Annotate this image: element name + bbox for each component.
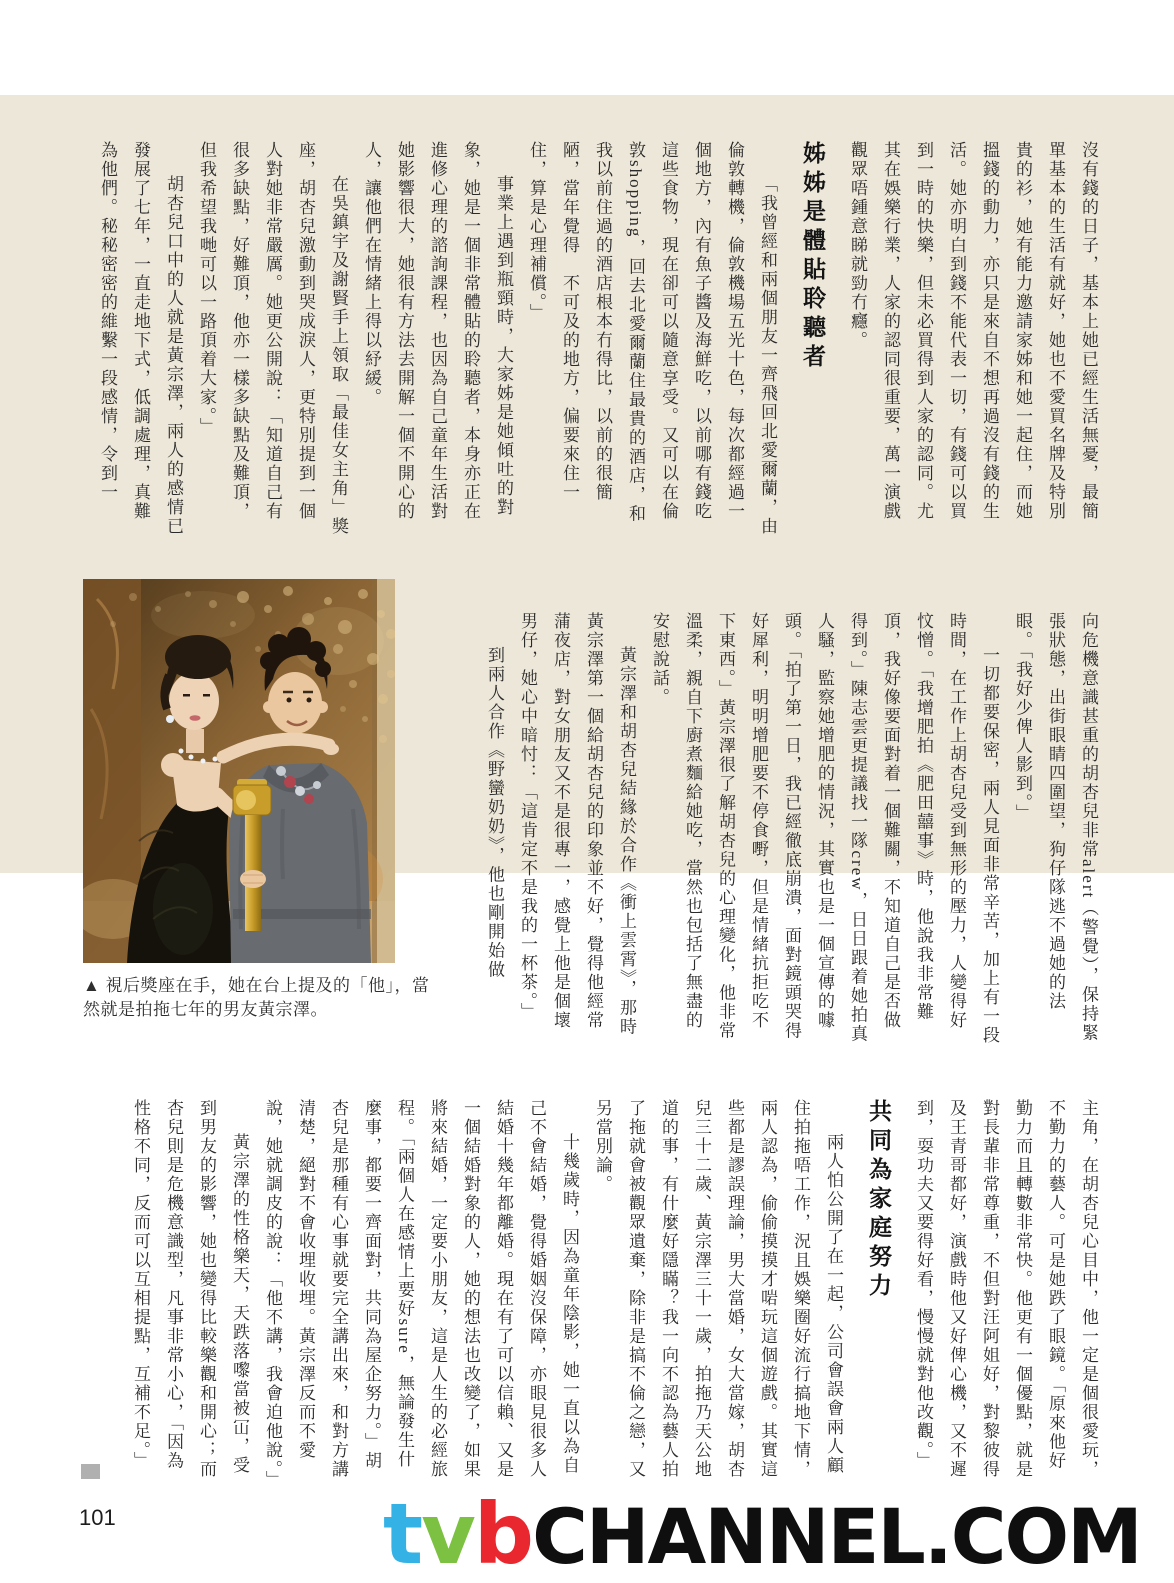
paragraph: 事業上遇到瓶頸時，大家姊是她傾吐的對象，她是一個非常體貼的聆聽者，本身亦正在進修心理的諮詢課程，也因為自己童年生活對她影響很大，她很有方法去開解一個不開心的人，讓他們在情緒上得以紓緩。 xyxy=(362,141,513,521)
paragraph: 兩人怕公開了在一起，公司會誤會兩人顧住拍拖唔工作，況且娛樂圈好流行搞地下情，兩人認為，偷偷摸摸才啱玩這個遊戲。其實這些都是謬誤理論，男大當婚，女大當嫁，胡杏兒三十二歲、黃宗澤三十一歲，拍拖乃天公地道的事，有什麼好隱瞞？我一向不認為藝人拍了拖就會被觀眾遺棄，除非是搞不倫之戀，又另當別論。 xyxy=(593,1099,843,1479)
award-photo xyxy=(83,579,395,963)
watermark-letter-t: t xyxy=(383,1485,422,1583)
paragraph: 沒有錢的日子，基本上她已經生活無憂，最簡單基本的生活有就好，她也不愛買名牌及特別貴的衫，她有能力邀請家姊和她一起住，而她搵錢的動力，亦只是來自不想再過沒有錢的生活。她亦明白到錢不能代表一切，有錢可以買到一時的快樂，但未必買得到人家的認同。尤其在娛樂行業，人家的認同很重要，萬一演戲觀眾唔鍾意睇就勁冇癮。 xyxy=(848,141,1098,521)
paragraph: 向危機意識甚重的胡杏兒非常alert（警覺），保持緊張狀態，出街眼睛四圍望，狗仔隊逃不過她的法眼。「我好少俾人影到。」 xyxy=(1013,612,1098,1043)
paragraph: 在吳鎮宇及謝賢手上領取「最佳女主角」獎座，胡杏兒激動到哭成淚人，更特別提到一個人對她非常嚴厲。她更公開說：「知道自己有很多缺點，好難頂，他亦一樣多缺點及難頂，但我希望我哋可以一路頂着大家。」 xyxy=(197,141,348,536)
article-middle-block xyxy=(478,612,1105,1046)
paragraph: 一切都要保密，兩人見面非常辛苦，加上有一段時間，在工作上胡杏兒受到無形的壓力，人變得好忟憎。「我增肥拍《肥田囍事》時，他說我非常難頂，我好像要面對着一個難關，不知道自己是否做得到。」陳志雲更提議找一隊crew，日日跟着她拍真人騷，監察她增肥的情況，其實也是一個宣傳的噱頭。「拍了第一日，我已經徹底崩潰，面對鏡頭哭得好犀利，明明增肥要不停食嘢，但是情緒抗拒吃不下東西。」黃宗澤很了解胡杏兒的心理變化，他非常溫柔，親自下廚煮麵給她吃，當然也包括了無盡的安慰說話。 xyxy=(650,612,999,1045)
watermark-channel-com: CHANNEL.COM xyxy=(532,1492,1141,1581)
paragraph: 黃宗澤和胡杏兒結緣於合作《衝上雲霄》，那時黃宗澤第一個給胡杏兒的印象並不好，覺得他經常蒲夜店，對女朋友又不是很專一，感覺上他是個壞男仔，她心中暗忖：「這肯定不是我的一杯茶。」 xyxy=(518,612,636,1037)
end-of-article-marker xyxy=(81,1464,100,1479)
watermark-letter-v: v xyxy=(421,1485,474,1583)
section-heading-sister-listener: 姊姊是體貼聆聽者 xyxy=(800,141,825,373)
article-bottom-block xyxy=(124,1099,1105,1490)
photo-caption: ▲ 視后獎座在手，她在台上提及的「他」，當然就是拍拖七年的男友黃宗澤。 xyxy=(83,976,430,1020)
paragraph: 「我曾經和兩個朋友一齊飛回北愛爾蘭，由倫敦轉機，倫敦機場五光十色，每次都經過一個地方，內有魚子醬及海鮮吃，以前哪有錢吃這些食物，現在卻可以隨意享受。又可以在倫敦shopping，回去北愛爾蘭住最貴的酒店，和我以前住過的酒店根本冇得比，以前的很簡陋，當年覺得 不可及的地方，偏要來住一住，算是心理補償。」 xyxy=(527,141,777,536)
page-number: 101 xyxy=(79,1505,116,1530)
paragraph: 黃宗澤的性格樂天，天跌落嚟當被冚，受到男友的影響，她也變得比較樂觀和開心；而杏兒則是危機意識型，凡事非常小心，「因為性格不同，反而可以互相提點，互補不足。」 xyxy=(131,1099,249,1479)
award-photo-image xyxy=(83,579,395,963)
section-heading-family-effort: 共同為家庭努力 xyxy=(866,1099,891,1302)
paragraph: 胡杏兒口中的人就是黃宗澤，兩人的感情已發展了七年，一直走地下式，低調處理，真難為他們。秘秘密密的維繫一段感情，令到一 xyxy=(98,141,183,536)
article-top-block xyxy=(91,141,1105,538)
paragraph: 十幾歲時，因為童年陰影，她一直以為自己不會結婚，覺得婚姻沒保障，亦眼見很多人結婚十幾年都離婚。現在有了可以信賴、又是一個結婚對象的人，她的想法也改變了，如果將來結婚，一定要小朋友，這是人生的必經旅程。「兩個人在感情上要好sure，無論發生什麼事，都要一齊面對，共同為屋企努力。」胡杏兒是那種有心事就要完全講出來，和對方講清楚，絕對不會收埋收埋。黃宗澤反而不愛說，她就調皮的說：「他不講，我會迫他說。」 xyxy=(263,1099,579,1490)
tvbchannel-watermark xyxy=(383,1485,1141,1583)
paragraph: 到兩人合作《野蠻奶奶》，他也剛開始做 xyxy=(485,646,504,980)
watermark-letter-b: b xyxy=(473,1485,533,1583)
paragraph: 主角，在胡杏兒心目中，他一定是個很愛玩，不勤力的藝人。可是她跌了眼鏡。「原來他好勤力而且轉數非常快。他更有一個優點，就是對長輩非常尊重，不但對汪阿姐好，對黎彼得及王青哥都好，演戲時他又好俾心機，又不遲到，耍功夫又要得好看，慢慢就對他改觀。」 xyxy=(914,1099,1098,1479)
